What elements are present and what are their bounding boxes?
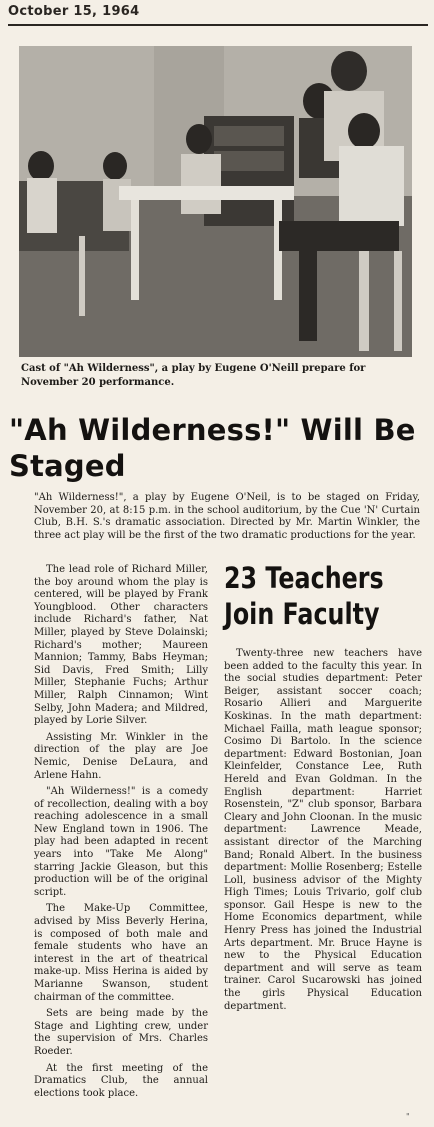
page-mark: " — [406, 1112, 410, 1121]
faculty-article-column — [224, 648, 422, 1017]
article-paragraph: The Make-Up Committee, advised by Miss Beverly Herina, is composed of both male and female students who have an interest in the art of theatrical make-up. Miss Herina is aided by Marianne Swanson, student chairman of the committee. — [34, 903, 208, 1003]
issue-date: October 15, 1964 — [8, 4, 140, 19]
header-rule — [8, 24, 428, 26]
article-paragraph: The lead role of Richard Miller, the boy around whom the play is centered, will be played by Frank Youngblood. Other characters include Richard's father, Nat Miller, played by Steve Dolainski; Richard's mother; Maureen Mannion; Tammy, Babs Heyman; Sid Davis, Fred Smith; Lilly Miller, Stephanie Fuchs; Arthur Miller, Ralph Cinnamon; Wint Selby, John Madera; and Mildred, played by Lorie Silver. — [34, 564, 208, 727]
article-intro: "Ah Wilderness!", a play by Eugene O'Neil, is to be staged on Friday, November 20, at 8:15 p.m. in the school auditorium, by the Cue 'N' Curtain Club, B.H. S.'s dramatic association. Directed by Mr. Martin Winkler, the three act play will be the first of the two dramatic productions for the year. — [34, 492, 420, 541]
cast-photo — [19, 46, 412, 357]
article-paragraph: "Ah Wilderness!" is a comedy of recollection, dealing with a boy reaching adolescence in a small New England town in 1906. The play had been adapted in recent years into "Take Me Along" starring Jackie Gleason, but this production will be of the original script. — [34, 786, 208, 898]
article-headline: "Ah Wilderness!" Will Be Staged — [9, 413, 416, 483]
article-paragraph: Assisting Mr. Winkler in the direction of the play are Joe Nemic, Denise DeLaura, and Arlene Hahn. — [34, 731, 208, 781]
faculty-article-body: Twenty-three new teachers have been added to the faculty this year. In the social studies department: Peter Beiger, assistant soccer coach; Rosario Allieri and Marguerite Koskinas. In the math department: Michael Failla, math league sponsor; Cosimo Di Bartolo. In the science department: Edward Bostonian, Joan Kleinfelder, Constance Lee, Ruth Hereld and Evan Goldman. In the English department: Harriet Rosenstein, "Z" club sponsor, Barbara Cleary and John Cloonan. In the music department: Lawrence Meade, assistant director of the Marching Band; Ronald Albert. In the business department: Mollie Rosenberg; Estelle Loll, business advisor of the Mighty High Times; Louis Trivario, golf club sponsor. Gail Hespe is new to the Home Economics department, while Henry Press has joined the Industrial Arts department. Mr. Bruce Hayne is new to the Physical Education department and will serve as team trainer. Carol Sucarowski has joined the girls Physical Education department. — [224, 648, 422, 1012]
faculty-headline: 23 Teachers Join Faculty — [224, 561, 384, 631]
article-paragraph: At the first meeting of the Dramatics Club, the annual elections took place. — [34, 1062, 208, 1099]
photo-caption: Cast of "Ah Wilderness", a play by Eugene O'Neill prepare for November 20 performance. — [21, 363, 366, 388]
article-body-left-column — [34, 564, 208, 1104]
article-paragraph: Sets are being made by the Stage and Lighting crew, under the supervision of Mrs. Charles Roeder. — [34, 1008, 208, 1057]
cast-photo-illustration — [19, 46, 412, 357]
